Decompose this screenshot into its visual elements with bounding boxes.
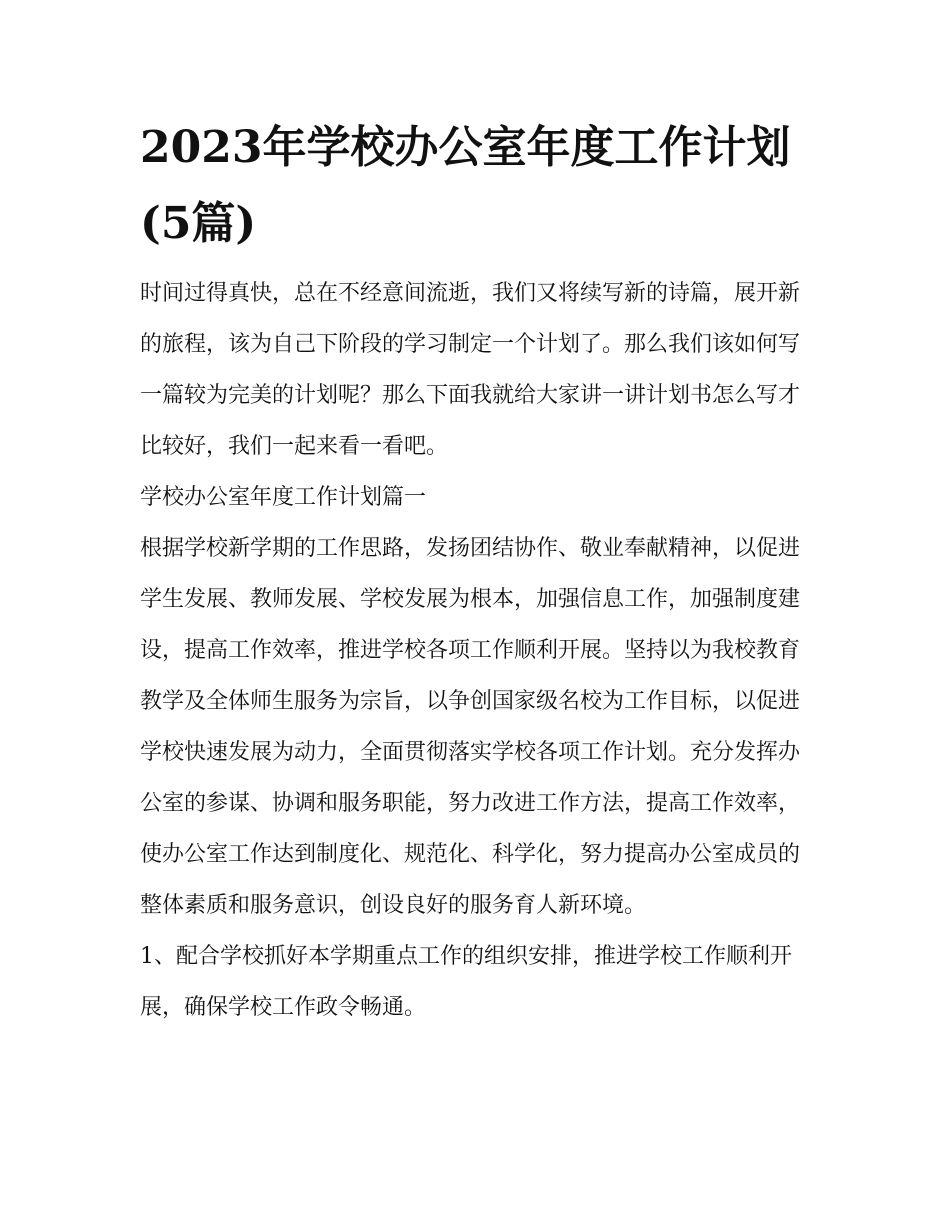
intro-paragraph: 时间过得真快，总在不经意间流逝，我们又将续写新的诗篇，展开新的旅程，该为自己下阶段的学习制定一个计划了。那么我们该如何写一篇较为完美的计划呢？那么下面我就给大家讲一讲计划书怎么写才比较好，我们一起来看一看吧。	[140, 281, 801, 459]
document-title: 2023年学校办公室年度工作计划(5篇)	[140, 122, 791, 249]
section-body-paragraph: 根据学校新学期的工作思路，发扬团结协作、敬业奉献精神，以促进学生发展、教师发展、学校发展为根本，加强信息工作，加强制度建设，提高工作效率，推进学校各项工作顺利开展。坚持以为我校教育教学及全体师生服务为宗旨，以争创国家级名校为工作目标，以促进学校快速发展为动力，全面贯彻落实学校各项工作计划。充分发挥办公室的参谋、协调和服务职能，努力改进工作方法，提高工作效率，使办公室工作达到制度化、规范化、科学化，努力提高办公室成员的整体素质和服务意识，创设良好的服务育人新环境。	[140, 536, 801, 918]
list-item-1: 1、配合学校抓好本学期重点工作的组织安排，推进学校工作顺利开展，确保学校工作政令畅通。	[140, 944, 792, 1020]
section-heading: 学校办公室年度工作计划篇一	[140, 485, 427, 510]
document-page	[140, 110, 820, 1033]
